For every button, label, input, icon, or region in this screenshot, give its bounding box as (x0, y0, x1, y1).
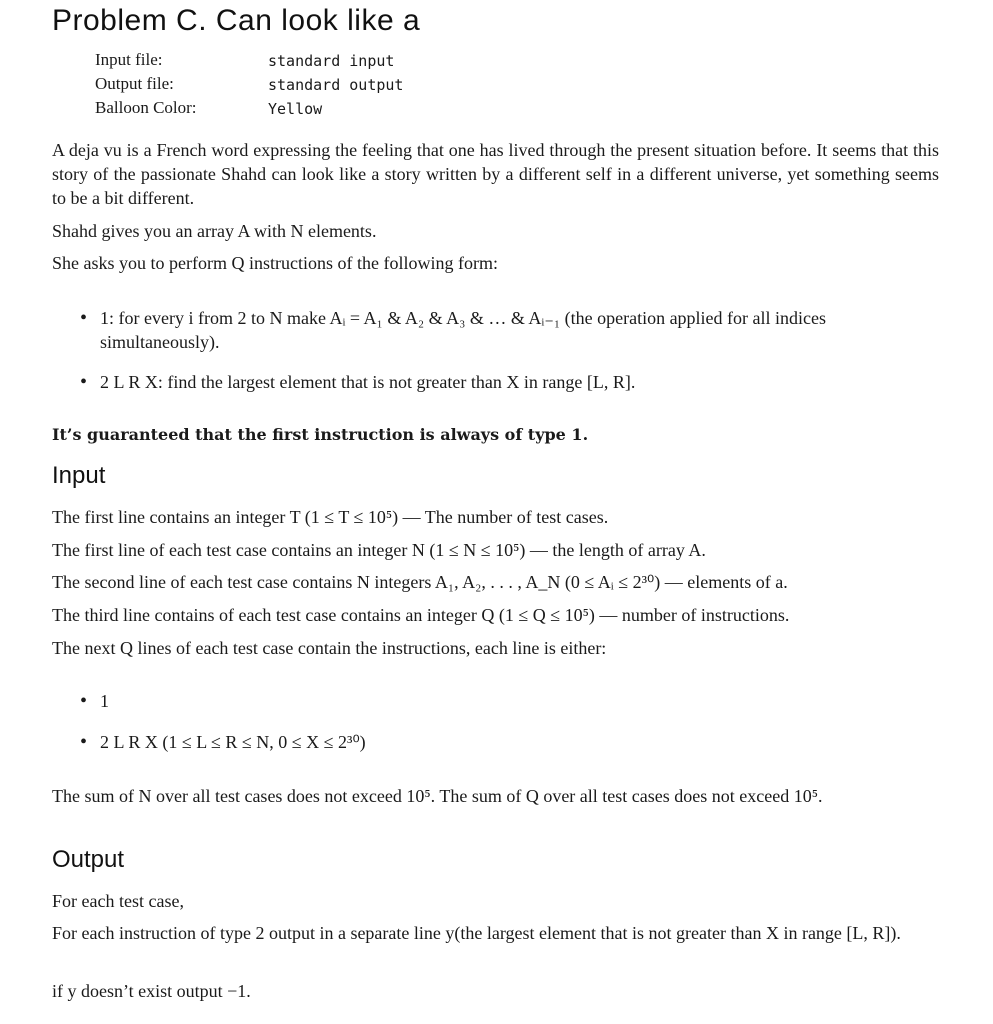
input-format-option-2 (80, 730, 940, 754)
meta-value: standard output (268, 76, 404, 94)
option-text: 1 (100, 691, 109, 711)
bullet-dot: • (80, 731, 88, 753)
input-line-5: The next Q lines of each test case contain the instructions, each line is either: (52, 638, 607, 658)
guarantee-note: It’s guaranteed that the first instruction is always of type 1. (52, 425, 589, 444)
input-line-4: The third line contains of each test case contains an integer Q (1 ≤ Q ≤ 10⁵) — number of instructions. (52, 605, 790, 625)
statement-paragraph-1: A deja vu is a French word expressing the feeling that one has lived through the present situation before. It seems that this story of the passionate Shahd can look like a story written by a different self in a different universe, yet something seems to be a bit different. (52, 140, 939, 208)
output-line-1: For each test case, (52, 891, 184, 911)
bullet-dot: • (80, 690, 88, 712)
bullet-dot: • (80, 307, 88, 329)
problem-title: Problem C. Can look like a (52, 4, 421, 37)
statement-paragraph-3: She asks you to perform Q instructions of the following form: (52, 253, 498, 273)
input-line-2: The first line of each test case contains an integer N (1 ≤ N ≤ 10⁵) — the length of array A. (52, 540, 706, 560)
input-line-1: The first line contains an integer T (1 ≤ T ≤ 10⁵) — The number of test cases. (52, 507, 609, 527)
meta-row-output (95, 74, 403, 98)
output-line-3: if y doesn’t exist output −1. (52, 981, 251, 1001)
meta-label: Output file: (95, 74, 174, 93)
meta-value: Yellow (268, 100, 323, 118)
input-format-option-1 (80, 689, 940, 713)
io-metadata (95, 50, 403, 122)
option-text: 2 L R X (1 ≤ L ≤ R ≤ N, 0 ≤ X ≤ 2³⁰) (100, 732, 366, 752)
statement-paragraph-2: Shahd gives you an array A with N elements. (52, 221, 377, 241)
instruction-text: 1: for every i from 2 to N make Aᵢ = A₁ & A₂ & A₃ & … & Aᵢ₋₁ (the operation applied for all indices simultaneously). (100, 308, 827, 352)
bullet-dot: • (80, 371, 88, 393)
input-line-3: The second line of each test case contains N integers A₁, A₂, . . . , A_N (0 ≤ Aᵢ ≤ 2³⁰) — elements of a. (52, 572, 788, 592)
input-heading: Input (52, 462, 106, 489)
meta-value: standard input (268, 52, 395, 70)
output-line-2: For each instruction of type 2 output in a separate line y(the largest element that is not greater than X in range [L, R]). (52, 923, 901, 943)
instruction-type-2 (80, 370, 940, 394)
meta-row-input (95, 50, 403, 74)
meta-label: Input file: (95, 50, 163, 69)
meta-row-balloon (95, 98, 403, 122)
instruction-type-1 (80, 306, 940, 354)
output-heading: Output (52, 846, 125, 873)
meta-label: Balloon Color: (95, 98, 197, 117)
input-sum-constraint: The sum of N over all test cases does not exceed 10⁵. The sum of Q over all test cases does not exceed 10⁵. (52, 786, 823, 806)
instruction-text: 2 L R X: find the largest element that is not greater than X in range [L, R]. (100, 372, 636, 392)
